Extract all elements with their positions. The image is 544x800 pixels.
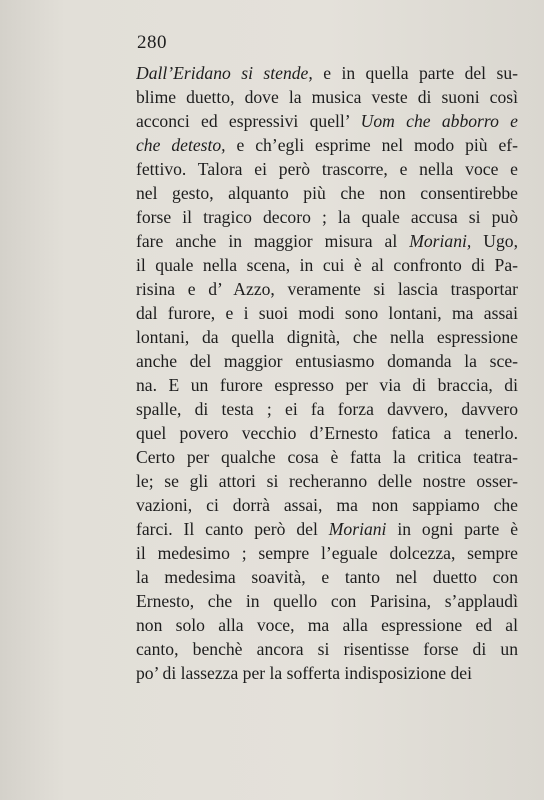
text-line — [136, 277, 518, 301]
text-line — [136, 205, 518, 229]
text-segment: lontani, da quella dignità, che nella espressione — [136, 327, 518, 347]
text-line — [136, 133, 518, 157]
text-line — [136, 565, 518, 589]
text-segment: la medesima soavità, e tanto nel duetto con — [136, 567, 518, 587]
text-line — [136, 589, 518, 613]
text-segment: canto, benchè ancora si risentisse forse di un — [136, 639, 518, 659]
text-line — [136, 61, 518, 85]
italic-text-segment: Dall’Eridano si stende, — [136, 63, 313, 83]
text-segment: Ugo, — [471, 231, 518, 251]
text-line — [136, 541, 518, 565]
text-segment: e in quella parte del su- — [312, 63, 518, 83]
page-number: 280 — [137, 32, 167, 53]
text-line — [136, 469, 518, 493]
text-line — [136, 517, 518, 541]
text-segment: fare anche in maggior misura al — [136, 231, 410, 251]
text-line — [136, 445, 518, 469]
italic-text-segment: che detesto, — [136, 135, 226, 155]
italic-text-segment: Moriani — [328, 519, 387, 539]
text-line — [136, 253, 518, 277]
text-segment: non solo alla voce, ma alla espressione ed al — [136, 615, 518, 635]
text-line — [136, 637, 518, 661]
text-line — [136, 109, 518, 133]
text-segment: farci. Il canto però del — [136, 519, 329, 539]
text-segment: spalle, di testa ; ei fa forza davvero, davvero — [136, 399, 518, 419]
text-segment: il medesimo ; sempre l’eguale dolcezza, sempre — [136, 543, 518, 563]
text-segment: vazioni, ci dorrà assai, ma non sappiamo che — [136, 495, 518, 515]
text-line — [136, 373, 518, 397]
text-segment: Certo per qualche cosa è fatta la critica teatra- — [136, 447, 518, 467]
text-segment: e ch’egli esprime nel modo più ef- — [225, 135, 518, 155]
text-line — [136, 181, 518, 205]
text-segment: nel gesto, alquanto più che non consentirebbe — [136, 183, 518, 203]
text-line — [136, 349, 518, 373]
italic-text-segment: Uom che abborro e — [360, 111, 518, 131]
text-segment: po’ di lassezza per la sofferta indisposizione dei — [136, 663, 472, 683]
text-line — [136, 85, 518, 109]
text-line — [136, 421, 518, 445]
text-segment: il quale nella scena, in cui è al confronto di Pa- — [136, 255, 518, 275]
text-line — [136, 301, 518, 325]
text-line — [136, 613, 518, 637]
text-segment: anche del maggior entusiasmo domanda la sce- — [136, 351, 518, 371]
text-segment: le; se gli attori si recheranno delle nostre osser- — [136, 471, 518, 491]
text-segment: blime duetto, dove la musica veste di suoni così — [136, 87, 518, 107]
text-line — [136, 661, 518, 685]
text-line — [136, 325, 518, 349]
text-line — [136, 157, 518, 181]
text-line — [136, 397, 518, 421]
text-segment: forse il tragico decoro ; la quale accusa si può — [136, 207, 518, 227]
text-segment: quel povero vecchio d’Ernesto fatica a tenerlo. — [136, 423, 518, 443]
text-segment: dal furore, e i suoi modi sono lontani, ma assai — [136, 303, 518, 323]
text-segment: Ernesto, che in quello con Parisina, s’applaudì — [136, 591, 518, 611]
text-line — [136, 493, 518, 517]
text-segment: in ogni parte è — [386, 519, 518, 539]
text-segment: risina e d’ Azzo, veramente si lascia trasportar — [136, 279, 518, 299]
body-text — [136, 61, 518, 685]
text-segment: na. E un furore espresso per via di braccia, di — [136, 375, 518, 395]
text-line — [136, 229, 518, 253]
text-segment: fettivo. Talora ei però trascorre, e nella voce e — [136, 159, 518, 179]
italic-text-segment: Moriani, — [409, 231, 472, 251]
text-segment: acconci ed espressivi quell’ — [136, 111, 361, 131]
